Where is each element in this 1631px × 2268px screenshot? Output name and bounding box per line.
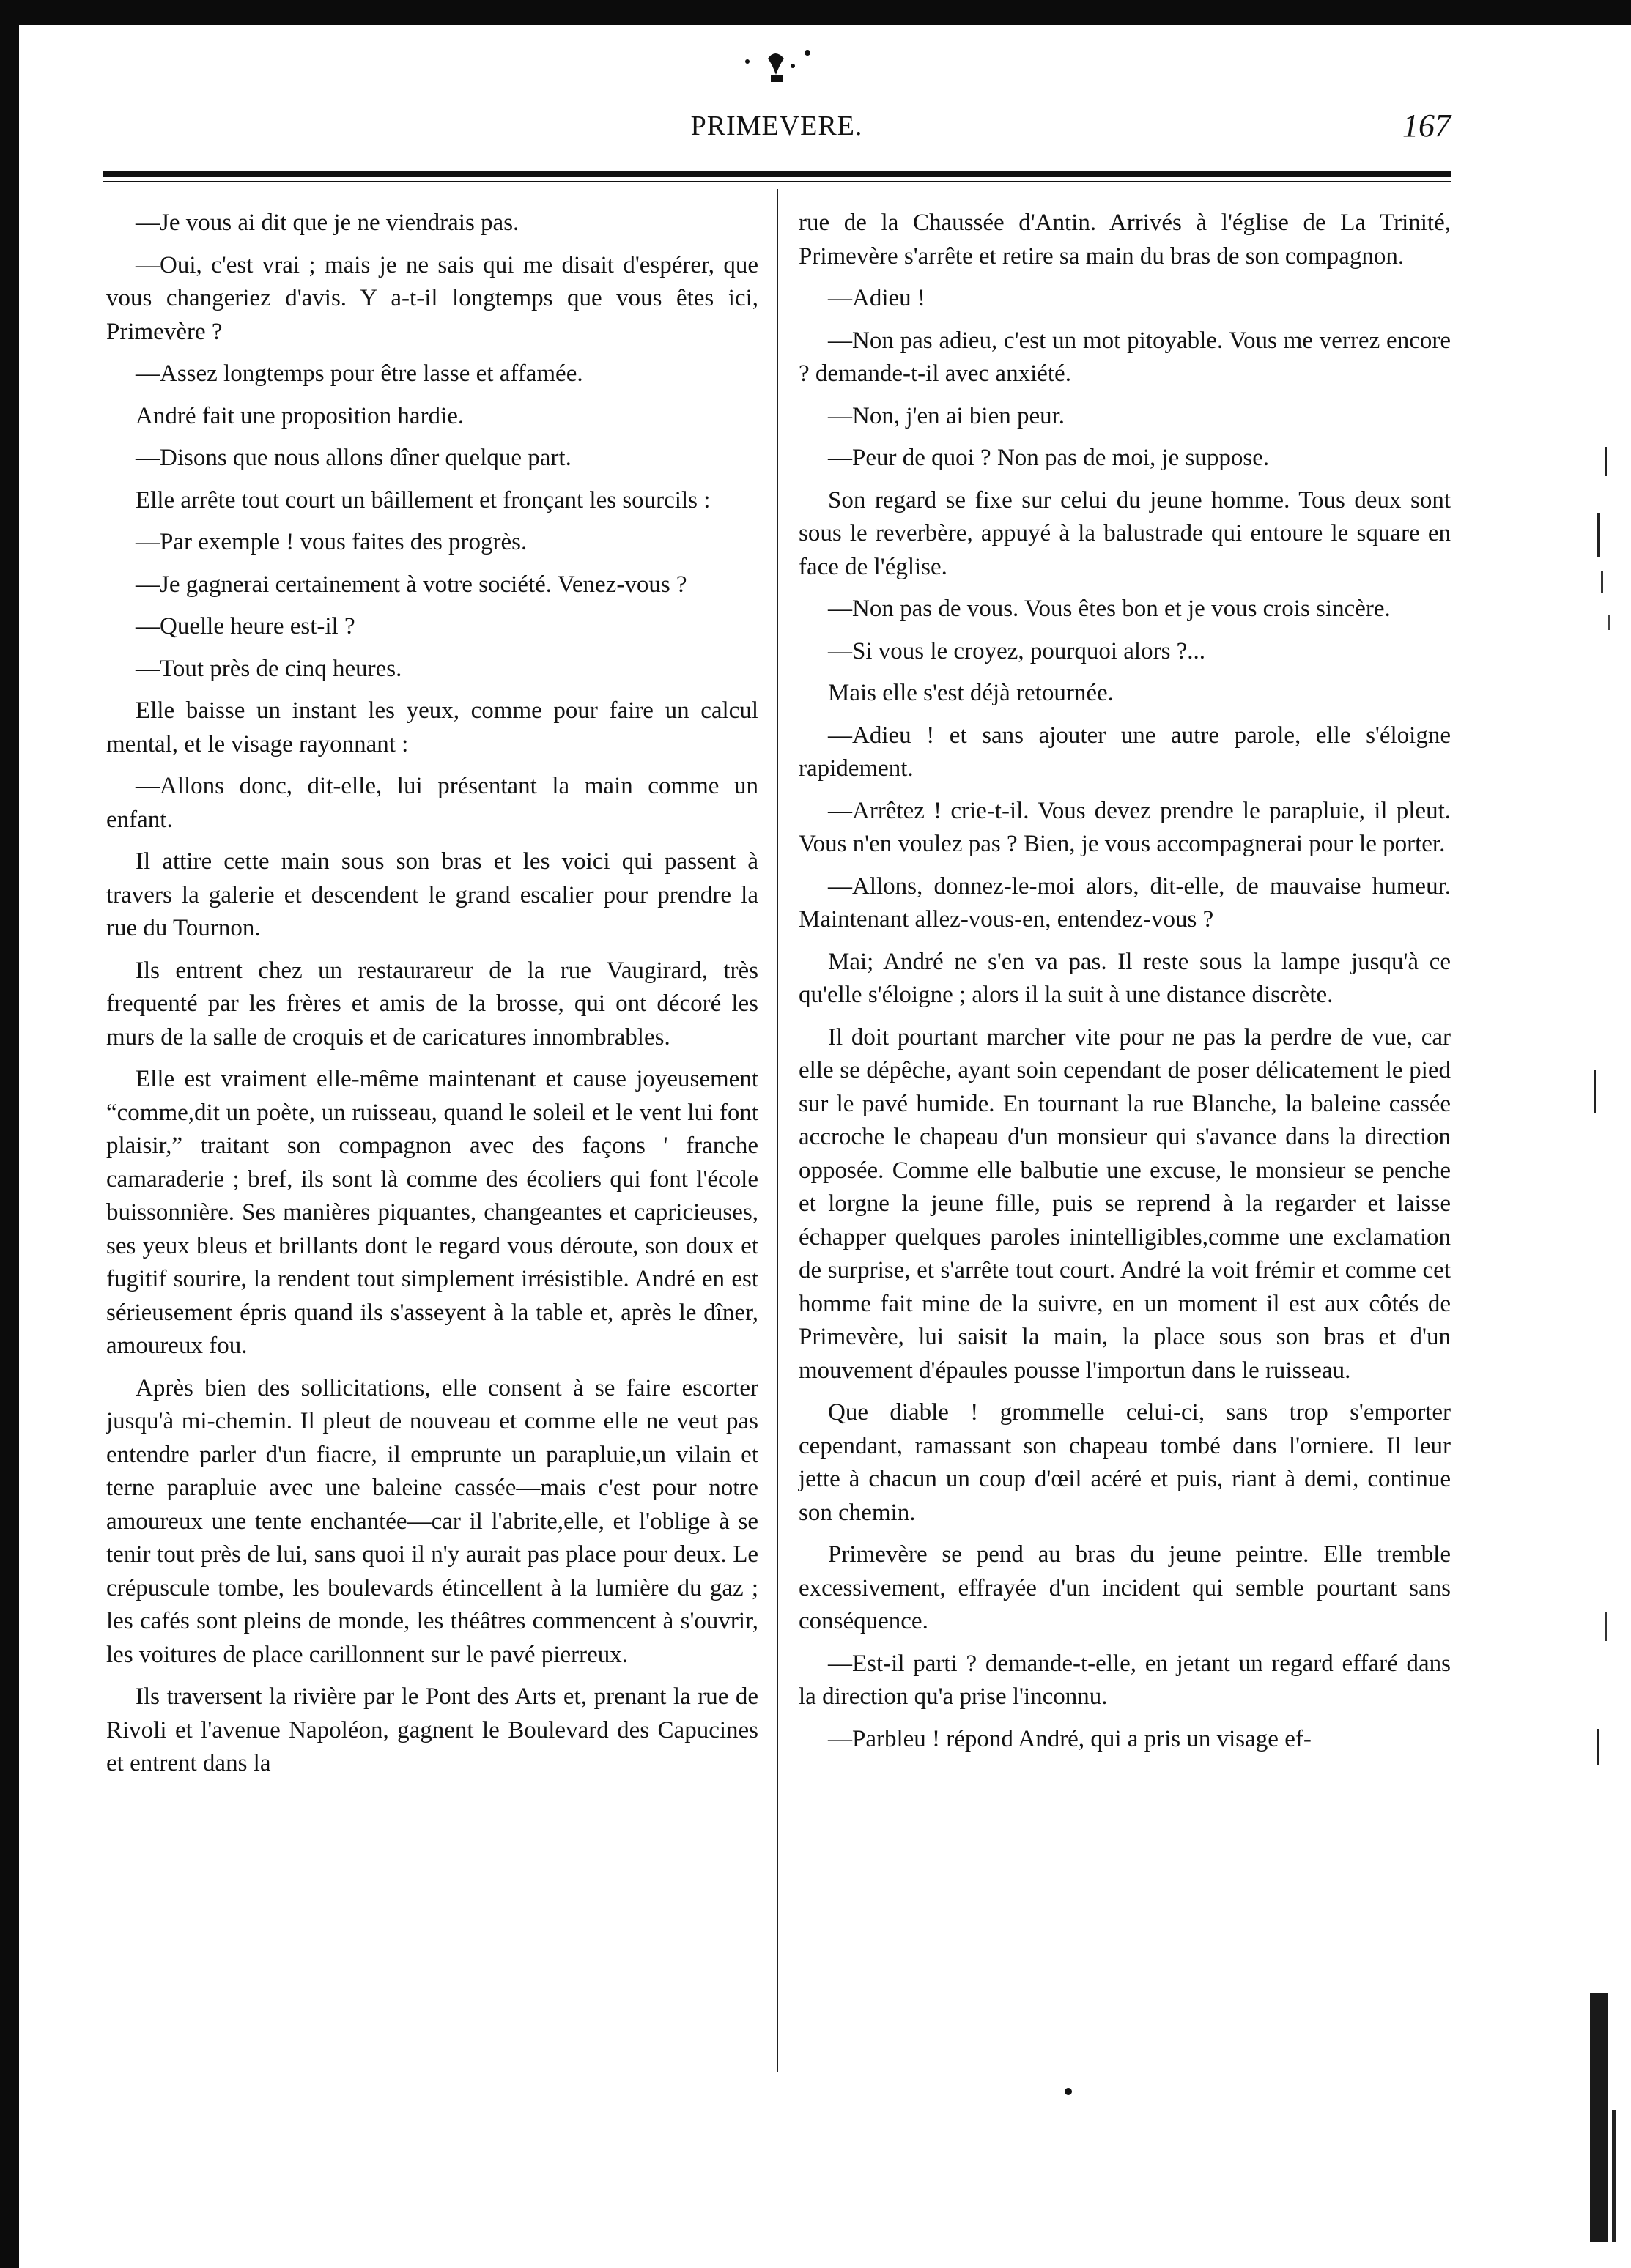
- paragraph: —Je vous ai dit que je ne viendrais pas.: [136, 210, 519, 236]
- paragraph: —Non pas de vous. Vous êtes bon et je vous crois sincère.: [828, 596, 1391, 622]
- ink-dot: [1065, 2088, 1072, 2095]
- paragraph: —Non, j'en ai bien peur.: [828, 402, 1065, 429]
- column-divider: [777, 189, 778, 2072]
- paragraph: Elle arrête tout court un bâillement et fronçant les sourcils :: [136, 486, 711, 514]
- paragraph: —Adieu ! et sans ajouter une autre parole, elle s'éloigne rapidement.: [799, 722, 1451, 782]
- printer-ornament-icon: [725, 37, 828, 95]
- paragraph: Elle baisse un instant les yeux, comme pour faire un calcul mental, et le visage rayonnant :: [106, 697, 758, 757]
- right-text-column: [799, 207, 1451, 1765]
- paragraph: Elle est vraiment elle-même maintenant et cause joyeusement “comme,dit un poète, un ruisseau, quand le soleil et le vent lui font plaisir,” traitant son compagnon avec des façons ' franche camaraderie ; bref, ils sont là comme des écoliers qui font l'école buissonnière. Ses manières piquantes, changeantes et capricieuses, ses yeux bleus et brillants dont le regard vous déroute, son doux et fugitif sourire, la rendent tout simplement irrésistible. André en est sérieusement épris quand ils s'asseyent à la table et, après le dîner, amoureux fou.: [106, 1066, 758, 1359]
- scan-left-border: [0, 0, 19, 2268]
- scan-top-border: [0, 0, 1631, 25]
- page-header: [103, 110, 1451, 154]
- paragraph: —Disons que nous allons dîner quelque part.: [136, 445, 572, 471]
- paragraph: Après bien des sollicitations, elle consent à se faire escorter jusqu'à mi-chemin. Il pleut de nouveau et comme elle ne veut pas entendre parler d'un fiacre, il emprunte un parapluie,un vilain et terne parapluie avec une baleine cassée—mais c'est pour notre amoureux une tente enchantée—car il l'abrite,elle, et l'oblige à se tenir tout près de lui, sans quoi il n'y aurait pas place pour deux. Le crépuscule tombe, les boulevards étincellent à la lumière du gaz ; les cafés sont pleins de monde, les théâtres commencent à s'ouvrir, les voitures de place carillonnent sur le pavé pierreux.: [106, 1374, 758, 1668]
- paragraph: Son regard se fixe sur celui du jeune homme. Tous deux sont sous le reverbère, appuyé à la balustrade qui entoure le square en face de l'église.: [799, 486, 1451, 580]
- paragraph: —Allons donc, dit-elle, lui présentant la main comme un enfant.: [106, 773, 758, 833]
- scan-noise-specks: [1575, 425, 1627, 2256]
- paragraph: —Par exemple ! vous faites des progrès.: [136, 529, 528, 555]
- header-rule-thick: [103, 171, 1451, 177]
- left-text-column: [106, 207, 758, 1790]
- paragraph-continued: rue de la Chaussée d'Antin. Arrivés à l'église de La Trinité, Primevère s'arrête et retire sa main du bras de son compagnon.: [799, 210, 1451, 270]
- paragraph: —Si vous le croyez, pourquoi alors ?...: [828, 637, 1206, 664]
- paragraph: —Est-il parti ? demande-t-elle, en jetant un regard effaré dans la direction qu'a prise l'inconnu.: [799, 1650, 1451, 1710]
- paragraph: —Oui, c'est vrai ; mais je ne sais qui me disait d'espérer, que vous changeriez d'avis. Y a-t-il longtemps que vous êtes ici, Primevère ?: [106, 251, 758, 345]
- paragraph: —Non pas adieu, c'est un mot pitoyable. Vous me verrez encore ? demande-t-il avec anxiété.: [799, 327, 1451, 387]
- paragraph: —Allons, donnez-le-moi alors, dit-elle, de mauvaise humeur. Maintenant allez-vous-en, entendez-vous ?: [799, 872, 1451, 933]
- paragraph: —Adieu !: [828, 285, 925, 311]
- paragraph: Il attire cette main sous son bras et les voici qui passent à travers la galerie et descendent le grand escalier pour prendre la rue du Tournon.: [106, 848, 758, 941]
- paragraph: Il doit pourtant marcher vite pour ne pas la perdre de vue, car elle se dépêche, ayant soin cependant de poser délicatement le pied sur le pavé humide. En tournant la rue Blanche, la baleine cassée accroche le chapeau d'un monsieur qui s'avance dans la direction opposée. Comme elle balbutie une excuse, le monsieur se penche et lorgne la jeune fille, puis se reprend à la regarder et laisse échapper quelques paroles inintelligibles,comme une exclamation de surprise, et s'arrête tout court. André la voit frémir et comme cet homme fait mine de la suivre, en un moment il est aux côtés de Primevère, lui saisit la main, la place sous son bras et d'un mouvement d'épaules pousse l'importun dans le ruisseau.: [799, 1023, 1451, 1384]
- page-number: 167: [1402, 108, 1451, 144]
- paragraph: André fait une proposition hardie.: [136, 402, 465, 429]
- paragraph: Mais elle s'est déjà retournée.: [828, 680, 1114, 706]
- header-rule-thin: [103, 181, 1451, 182]
- paragraph: Que diable ! grommelle celui-ci, sans trop s'emporter cependant, ramassant son chapeau tombé dans l'orniere. Il leur jette à chacun un coup d'œil acéré et puis, riant à demi, continue son chemin.: [799, 1399, 1451, 1526]
- running-title: PRIMEVERE.: [690, 111, 863, 141]
- paragraph: —Je gagnerai certainement à votre société. Venez-vous ?: [136, 571, 687, 598]
- paragraph: —Quelle heure est-il ?: [136, 613, 355, 640]
- paragraph: Ils traversent la rivière par le Pont des Arts et, prenant la rue de Rivoli et l'avenue Napoléon, gagnent le Boulevard des Capucines et entrent dans la: [106, 1683, 758, 1776]
- paragraph: —Assez longtemps pour être lasse et affamée.: [136, 360, 583, 387]
- paragraph: Primevère se pend au bras du jeune peintre. Elle tremble excessivement, effrayée d'un incident qui semble pourtant sans conséquence.: [799, 1541, 1451, 1634]
- paragraph: Ils entrent chez un restaurareur de la rue Vaugirard, très frequenté par les frères et amis de la brosse, qui ont décoré les murs de la salle de croquis et de caricatures innombrables.: [106, 957, 758, 1050]
- paragraph: —Parbleu ! répond André, qui a pris un visage ef-: [828, 1725, 1312, 1752]
- paragraph: —Arrêtez ! crie-t-il. Vous devez prendre le parapluie, il pleut. Vous n'en voulez pas ? Bien, je vous accompagnerai pour le porter.: [799, 797, 1451, 857]
- paragraph: Mai; André ne s'en va pas. Il reste sous la lampe jusqu'à ce qu'elle s'éloigne ; alors il la suit à une distance discrète.: [799, 948, 1451, 1008]
- paragraph: —Tout près de cinq heures.: [136, 655, 402, 682]
- paragraph: —Peur de quoi ? Non pas de moi, je suppose.: [828, 445, 1270, 471]
